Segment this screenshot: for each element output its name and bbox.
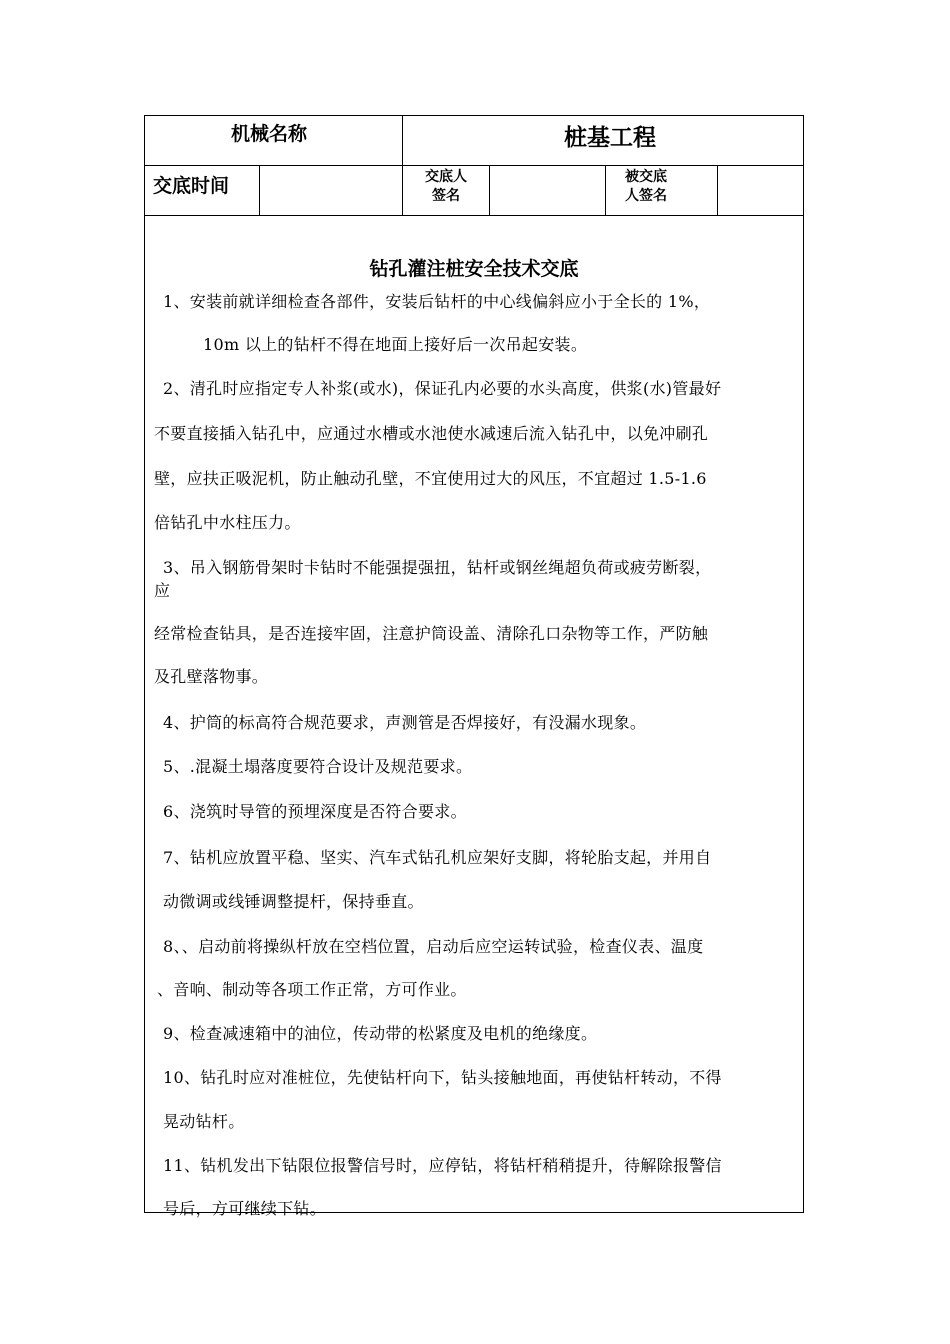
project-name: 桩基工程 [564,125,656,151]
body-line: 3、吊入钢筋骨架时卡钻时不能强提强扭，钻杆或钢丝绳超负荷或疲劳断裂， [163,558,712,577]
body-line: 不要直接插入钻孔中，应通过水槽或水池使水减速后流入钻孔中，以免冲刷孔 [154,424,709,443]
body-line: 5、.混凝土塌落度要符合设计及规范要求。 [163,757,473,776]
body-line: 倍钻孔中水柱压力。 [154,513,301,532]
col-divider-r2-e [717,165,718,215]
body-line: 号后，方可继续下钻。 [163,1199,327,1218]
row-divider-2 [145,215,803,216]
discloser-sign-label-line2: 签名 [432,188,460,204]
col-divider-r2-c [489,165,490,215]
body-line: 10m 以上的钻杆不得在地面上接好后一次吊起安装。 [203,335,588,354]
receiver-sign-label [615,168,677,206]
receiver-sign-value[interactable] [723,171,797,207]
col-divider-r2-d [605,165,606,215]
machine-name-label: 机械名称 [231,123,308,145]
body-line: 应 [154,581,171,600]
body-line: 9、检查减速箱中的油位，传动带的松紧度及电机的绝缘度。 [163,1024,598,1043]
col-divider-r1 [402,116,403,165]
receiver-sign-label-line2: 人签名 [625,188,667,204]
discloser-sign-label-line1: 交底人 [425,169,467,185]
body-line: 6、浇筑时导管的预埋深度是否符合要求。 [163,802,467,821]
handover-time-label: 交底时间 [153,175,230,197]
body-line: 、音响、制动等各项工作正常，方可作业。 [157,980,467,999]
body-line: 1、安装前就详细检查各部件，安装后钻杆的中心线偏斜应小于全长的 1%， [163,292,711,311]
handover-form [144,115,804,1218]
document-title: 钻孔灌注桩安全技术交底 [369,258,579,280]
body-line: 11、钻机发出下钻限位报警信号时，应停钻，将钻杆稍稍提升，待解除报警信 [163,1156,722,1175]
row-divider-1 [145,165,803,166]
col-divider-r2-a [259,165,260,215]
receiver-sign-label-line1: 被交底 [625,169,667,185]
discloser-sign-value[interactable] [495,171,599,207]
handover-time-value[interactable] [265,171,395,207]
discloser-sign-label [415,168,477,206]
body-line: 4、护筒的标高符合规范要求，声测管是否焊接好，有没漏水现象。 [163,713,647,732]
body-line: 10、钻孔时应对准桩位，先使钻杆向下，钻头接触地面，再使钻杆转动，不得 [163,1068,722,1087]
body-line: 2、清孔时应指定专人补浆(或水)，保证孔内必要的水头高度，供浆(水)管最好 [163,379,722,398]
body-line: 动微调或线锤调整提杆，保持垂直。 [163,892,424,911]
body-line: 晃动钻杆。 [163,1112,245,1131]
body-line: 8、、启动前将操纵杆放在空档位置，启动后应空运转试验，检查仪表、温度 [163,937,704,956]
col-divider-r2-b [402,165,403,215]
body-line: 壁，应扶正吸泥机，防止触动孔壁，不宜使用过大的风压，不宜超过 1.5-1.6 [154,469,707,488]
body-line: 7、钻机应放置平稳、坚实、汽车式钻孔机应架好支脚，将轮胎支起，并用自 [163,848,712,867]
body-line: 及孔壁落物事。 [154,667,269,686]
body-line: 经常检查钻具，是否连接牢固，注意护筒设盖、清除孔口杂物等工作，严防触 [154,624,709,643]
